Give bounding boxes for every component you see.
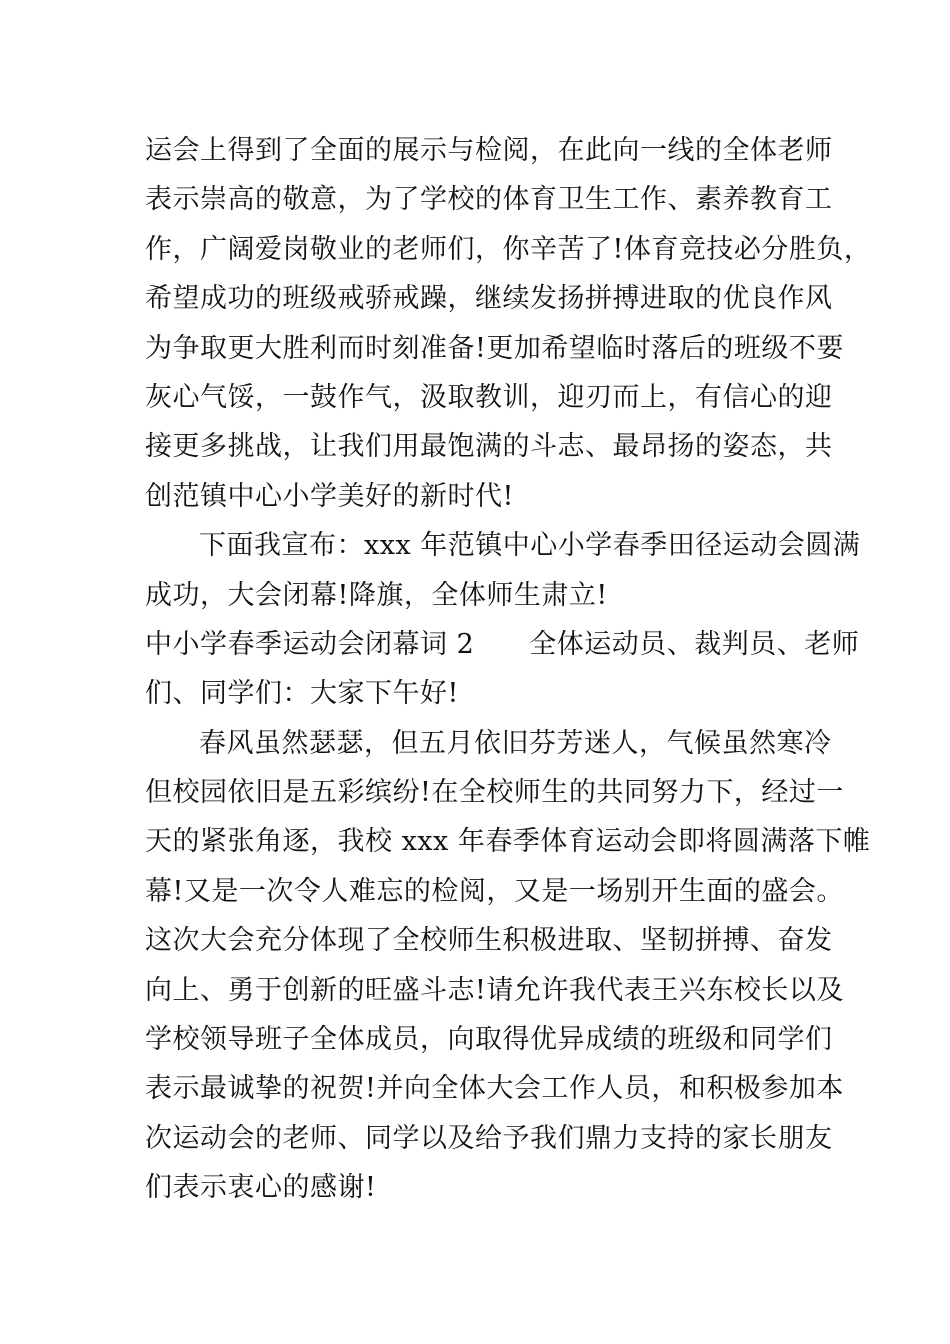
- text-line: 次运动会的老师、同学以及给予我们鼎力支持的家长朋友: [145, 1122, 833, 1154]
- paragraph-start-line: 下面我宣布：xxx 年范镇中心小学春季田径运动会圆满: [199, 530, 861, 562]
- text-line: 们表示衷心的感谢!: [145, 1172, 377, 1204]
- text-line: 成功，大会闭幕!降旗，全体师生肃立!: [145, 579, 608, 611]
- text-line: 为争取更大胜利而时刻准备!更加希望临时落后的班级不要: [145, 332, 844, 364]
- paragraph-start-line: 春风虽然瑟瑟，但五月依旧芬芳迷人，气候虽然寒冷: [199, 727, 832, 759]
- text-line: 作，广阔爱岗敬业的老师们，你辛苦了!体育竞技必分胜负，: [145, 233, 872, 265]
- text-line: 希望成功的班级戒骄戒躁，继续发扬拼搏进取的优良作风: [145, 283, 833, 315]
- section-heading-line: 中小学春季运动会闭幕词 2 全体运动员、裁判员、老师: [145, 628, 860, 660]
- text-line: 们、同学们：大家下午好!: [145, 678, 459, 710]
- text-line: 接更多挑战，让我们用最饱满的斗志、最昂扬的姿态，共: [145, 431, 833, 463]
- text-line: 向上、勇于创新的旺盛斗志!请允许我代表王兴东校长以及: [145, 974, 844, 1006]
- document-body: [145, 126, 872, 1213]
- text-line: 表示最诚挚的祝贺!并向全体大会工作人员，和积极参加本: [145, 1073, 844, 1105]
- text-line: 表示崇高的敬意，为了学校的体育卫生工作、素养教育工: [145, 184, 833, 216]
- text-line: 这次大会充分体现了全校师生积极进取、坚韧拼搏、奋发: [145, 925, 833, 957]
- text-line: 天的紧张角逐，我校 xxx 年春季体育运动会即将圆满落下帷: [145, 826, 871, 858]
- text-line: 灰心气馁，一鼓作气，汲取教训，迎刃而上，有信心的迎: [145, 381, 833, 413]
- text-line: 学校领导班子全体成员，向取得优异成绩的班级和同学们: [145, 1024, 833, 1056]
- text-line: 运会上得到了全面的展示与检阅，在此向一线的全体老师: [145, 135, 833, 166]
- text-line: 幕!又是一次令人难忘的检阅，又是一场别开生面的盛会。: [145, 875, 844, 907]
- text-line: 但校园依旧是五彩缤纷!在全校师生的共同努力下，经过一: [145, 777, 844, 809]
- text-line: 创范镇中心小学美好的新时代!: [145, 480, 514, 512]
